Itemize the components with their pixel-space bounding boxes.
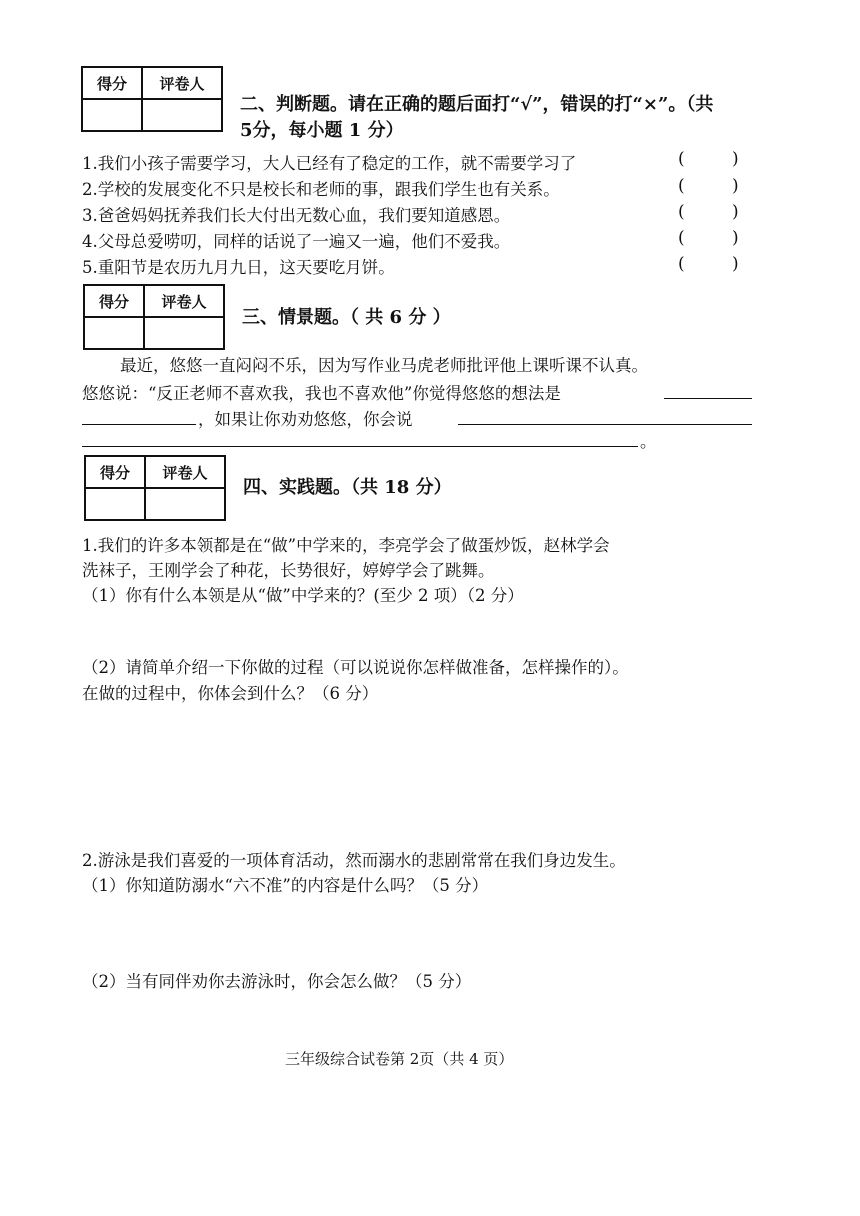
score-box-section4 — [84, 455, 226, 521]
answer-paren-close-5: ) — [732, 254, 739, 274]
section2-title-line1: 二、判断题。请在正确的题后面打“√”，错误的打“×”。（共 — [240, 94, 714, 115]
practice-q1-sub2-line1: （2）请简单介绍一下你做的过程（可以说说你怎样做准备，怎样操作的）。 — [82, 658, 629, 677]
answer-paren-open-1[interactable]: ( — [678, 149, 685, 169]
answer-blank-4[interactable] — [82, 446, 638, 447]
score-header: 得分 — [85, 456, 145, 488]
practice-q1-line2: 洗袜子，王刚学会了种花，长势很好，婷婷学会了跳舞。 — [82, 561, 495, 580]
answer-paren-close-2: ) — [732, 176, 739, 196]
grader-cell[interactable] — [145, 488, 225, 520]
grader-header: 评卷人 — [144, 285, 224, 317]
answer-blank-1[interactable] — [664, 398, 752, 399]
answer-blank-2[interactable] — [82, 424, 196, 425]
section4-title: 四、实践题。（共 18 分） — [243, 477, 452, 498]
answer-paren-open-4[interactable]: ( — [678, 228, 685, 248]
scenario-line1: 最近，悠悠一直闷闷不乐，因为写作业马虎老师批评他上课听课不认真。 — [120, 356, 648, 375]
practice-q1-sub1: （1）你有什么本领是从“做”中学来的？(至少 2 项）（2 分） — [82, 586, 524, 605]
judge-item-3: 3.爸爸妈妈抚养我们长大付出无数心血，我们要知道感恩。 — [82, 206, 511, 225]
grader-cell[interactable] — [144, 317, 224, 349]
score-cell[interactable] — [84, 317, 144, 349]
score-box-section3 — [83, 284, 225, 350]
grader-header: 评卷人 — [145, 456, 225, 488]
score-box-section2 — [81, 66, 223, 132]
section3-title: 三、情景题。（ 共 6 分 ） — [242, 307, 451, 328]
page-footer: 三年级综合试卷第 2页（共 4 页） — [285, 1050, 514, 1068]
scenario-line2: 悠悠说：“反正老师不喜欢我，我也不喜欢他”你觉得悠悠的想法是 — [82, 384, 561, 403]
answer-paren-close-4: ) — [732, 228, 739, 248]
practice-q2-sub1: （1）你知道防溺水“六不准”的内容是什么吗？（5 分） — [82, 876, 489, 895]
grader-cell[interactable] — [142, 99, 222, 131]
scenario-line4-end: 。 — [640, 432, 657, 451]
answer-blank-3[interactable] — [458, 424, 752, 425]
judge-item-2: 2.学校的发展变化不只是校长和老师的事，跟我们学生也有关系。 — [82, 180, 560, 199]
answer-paren-close-1: ) — [732, 149, 739, 169]
score-header: 得分 — [84, 285, 144, 317]
practice-q1-sub2-line2: 在做的过程中，你体会到什么？（6 分） — [82, 684, 379, 703]
practice-q2-line1: 2.游泳是我们喜爱的一项体育活动，然而溺水的悲剧常常在我们身边发生。 — [82, 851, 626, 870]
practice-q2-sub2: （2）当有同伴劝你去游泳时，你会怎么做？（5 分） — [82, 972, 472, 991]
score-header: 得分 — [82, 67, 142, 99]
answer-paren-open-2[interactable]: ( — [678, 176, 685, 196]
scenario-line3: ，如果让你劝劝悠悠，你会说 — [198, 410, 413, 429]
practice-q1-line1: 1.我们的许多本领都是在“做”中学来的，李亮学会了做蛋炒饭，赵林学会 — [82, 536, 610, 555]
score-cell[interactable] — [82, 99, 142, 131]
score-cell[interactable] — [85, 488, 145, 520]
judge-item-4: 4.父母总爱唠叨，同样的话说了一遍又一遍，他们不爱我。 — [82, 232, 511, 251]
judge-item-1: 1.我们小孩子需要学习，大人已经有了稳定的工作，就不需要学习了 — [82, 154, 577, 173]
grader-header: 评卷人 — [142, 67, 222, 99]
answer-paren-open-3[interactable]: ( — [678, 202, 685, 222]
answer-paren-open-5[interactable]: ( — [678, 254, 685, 274]
answer-paren-close-3: ) — [732, 202, 739, 222]
judge-item-5: 5.重阳节是农历九月九日，这天要吃月饼。 — [82, 258, 395, 277]
section2-title-line2: 5分，每小题 1 分） — [240, 120, 404, 141]
